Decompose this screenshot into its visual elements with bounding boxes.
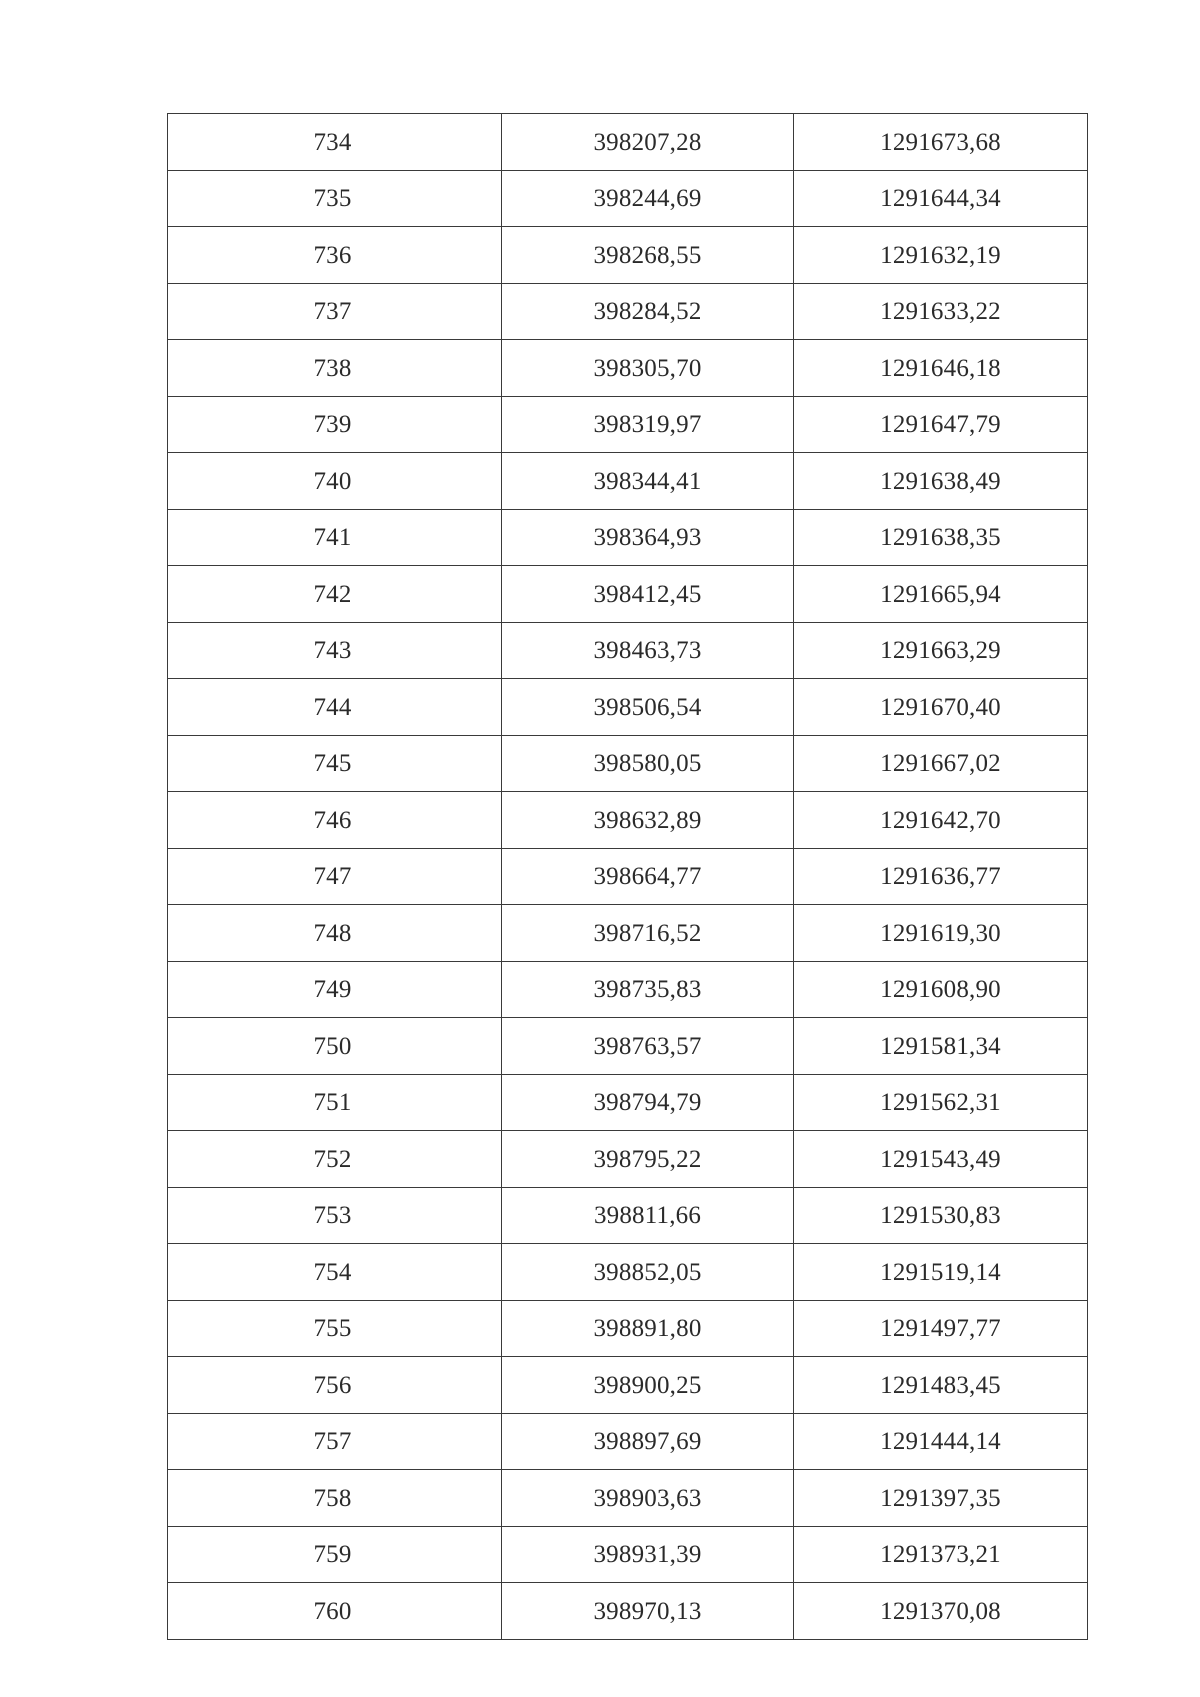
y-coordinate-cell: 1291644,34 [794, 170, 1088, 227]
x-coordinate-cell: 398506,54 [502, 679, 794, 736]
y-coordinate-cell: 1291665,94 [794, 566, 1088, 623]
y-coordinate-cell: 1291647,79 [794, 396, 1088, 453]
x-coordinate-cell: 398207,28 [502, 114, 794, 171]
point-number-cell: 755 [168, 1300, 502, 1357]
x-coordinate-cell: 398580,05 [502, 735, 794, 792]
y-coordinate-cell: 1291632,19 [794, 227, 1088, 284]
y-coordinate-cell: 1291663,29 [794, 622, 1088, 679]
table-row [168, 453, 1088, 510]
table-row [168, 1187, 1088, 1244]
x-coordinate-cell: 398735,83 [502, 961, 794, 1018]
point-number-cell: 742 [168, 566, 502, 623]
point-number-cell: 756 [168, 1357, 502, 1414]
table-row [168, 1300, 1088, 1357]
coordinates-table-body [168, 114, 1088, 1640]
y-coordinate-cell: 1291638,49 [794, 453, 1088, 510]
y-coordinate-cell: 1291543,49 [794, 1131, 1088, 1188]
x-coordinate-cell: 398319,97 [502, 396, 794, 453]
point-number-cell: 740 [168, 453, 502, 510]
table-row [168, 679, 1088, 736]
y-coordinate-cell: 1291562,31 [794, 1074, 1088, 1131]
y-coordinate-cell: 1291370,08 [794, 1583, 1088, 1640]
y-coordinate-cell: 1291397,35 [794, 1470, 1088, 1527]
table-row [168, 1413, 1088, 1470]
point-number-cell: 750 [168, 1018, 502, 1075]
x-coordinate-cell: 398344,41 [502, 453, 794, 510]
x-coordinate-cell: 398903,63 [502, 1470, 794, 1527]
table-row [168, 848, 1088, 905]
y-coordinate-cell: 1291636,77 [794, 848, 1088, 905]
point-number-cell: 754 [168, 1244, 502, 1301]
point-number-cell: 757 [168, 1413, 502, 1470]
x-coordinate-cell: 398244,69 [502, 170, 794, 227]
table-row [168, 1018, 1088, 1075]
y-coordinate-cell: 1291633,22 [794, 283, 1088, 340]
y-coordinate-cell: 1291619,30 [794, 905, 1088, 962]
x-coordinate-cell: 398891,80 [502, 1300, 794, 1357]
x-coordinate-cell: 398811,66 [502, 1187, 794, 1244]
x-coordinate-cell: 398268,55 [502, 227, 794, 284]
table-row [168, 1357, 1088, 1414]
y-coordinate-cell: 1291608,90 [794, 961, 1088, 1018]
table-row [168, 340, 1088, 397]
table-row [168, 509, 1088, 566]
y-coordinate-cell: 1291667,02 [794, 735, 1088, 792]
x-coordinate-cell: 398931,39 [502, 1526, 794, 1583]
y-coordinate-cell: 1291519,14 [794, 1244, 1088, 1301]
x-coordinate-cell: 398305,70 [502, 340, 794, 397]
table-row [168, 1244, 1088, 1301]
y-coordinate-cell: 1291673,68 [794, 114, 1088, 171]
point-number-cell: 735 [168, 170, 502, 227]
y-coordinate-cell: 1291444,14 [794, 1413, 1088, 1470]
table-row [168, 283, 1088, 340]
table-row [168, 1470, 1088, 1527]
point-number-cell: 741 [168, 509, 502, 566]
x-coordinate-cell: 398364,93 [502, 509, 794, 566]
point-number-cell: 747 [168, 848, 502, 905]
point-number-cell: 751 [168, 1074, 502, 1131]
table-row [168, 1583, 1088, 1640]
table-row [168, 622, 1088, 679]
point-number-cell: 748 [168, 905, 502, 962]
point-number-cell: 743 [168, 622, 502, 679]
y-coordinate-cell: 1291642,70 [794, 792, 1088, 849]
x-coordinate-cell: 398412,45 [502, 566, 794, 623]
point-number-cell: 737 [168, 283, 502, 340]
x-coordinate-cell: 398763,57 [502, 1018, 794, 1075]
y-coordinate-cell: 1291638,35 [794, 509, 1088, 566]
x-coordinate-cell: 398852,05 [502, 1244, 794, 1301]
x-coordinate-cell: 398716,52 [502, 905, 794, 962]
point-number-cell: 749 [168, 961, 502, 1018]
y-coordinate-cell: 1291581,34 [794, 1018, 1088, 1075]
point-number-cell: 736 [168, 227, 502, 284]
table-row [168, 227, 1088, 284]
point-number-cell: 738 [168, 340, 502, 397]
point-number-cell: 759 [168, 1526, 502, 1583]
table-row [168, 735, 1088, 792]
x-coordinate-cell: 398794,79 [502, 1074, 794, 1131]
table-row [168, 396, 1088, 453]
x-coordinate-cell: 398897,69 [502, 1413, 794, 1470]
table-row [168, 792, 1088, 849]
table-row [168, 905, 1088, 962]
y-coordinate-cell: 1291646,18 [794, 340, 1088, 397]
point-number-cell: 752 [168, 1131, 502, 1188]
x-coordinate-cell: 398900,25 [502, 1357, 794, 1414]
coordinates-table [167, 113, 1088, 1640]
table-row [168, 1074, 1088, 1131]
x-coordinate-cell: 398463,73 [502, 622, 794, 679]
point-number-cell: 746 [168, 792, 502, 849]
y-coordinate-cell: 1291373,21 [794, 1526, 1088, 1583]
point-number-cell: 760 [168, 1583, 502, 1640]
x-coordinate-cell: 398795,22 [502, 1131, 794, 1188]
point-number-cell: 734 [168, 114, 502, 171]
table-row [168, 566, 1088, 623]
table-row [168, 1526, 1088, 1583]
y-coordinate-cell: 1291497,77 [794, 1300, 1088, 1357]
point-number-cell: 758 [168, 1470, 502, 1527]
y-coordinate-cell: 1291530,83 [794, 1187, 1088, 1244]
y-coordinate-cell: 1291483,45 [794, 1357, 1088, 1414]
x-coordinate-cell: 398284,52 [502, 283, 794, 340]
x-coordinate-cell: 398632,89 [502, 792, 794, 849]
x-coordinate-cell: 398664,77 [502, 848, 794, 905]
table-row [168, 961, 1088, 1018]
point-number-cell: 745 [168, 735, 502, 792]
table-row [168, 114, 1088, 171]
point-number-cell: 753 [168, 1187, 502, 1244]
x-coordinate-cell: 398970,13 [502, 1583, 794, 1640]
point-number-cell: 739 [168, 396, 502, 453]
y-coordinate-cell: 1291670,40 [794, 679, 1088, 736]
point-number-cell: 744 [168, 679, 502, 736]
table-row [168, 170, 1088, 227]
table-row [168, 1131, 1088, 1188]
